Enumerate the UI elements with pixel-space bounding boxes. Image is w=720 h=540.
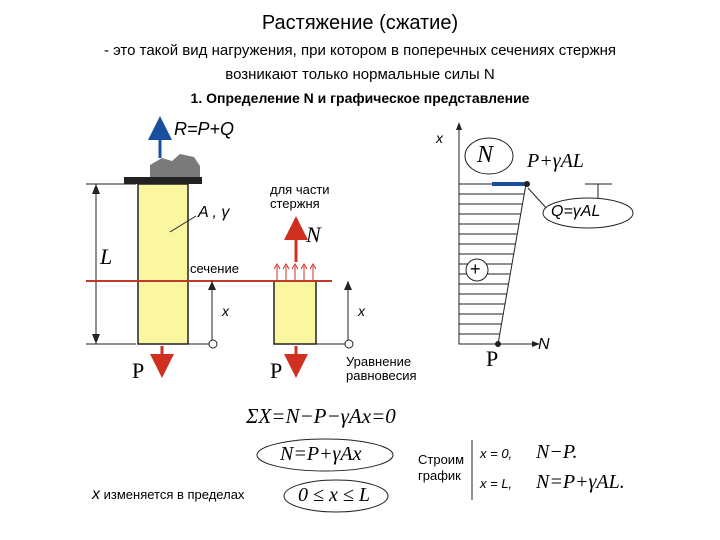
- graph-top-value: P+γAL: [527, 150, 584, 172]
- stress-arrows: [274, 264, 316, 281]
- definition-line-1: - это такой вид нагружения, при котором в поперечных сечениях стержня: [103, 42, 617, 59]
- graph-axis-x-label: x: [436, 130, 443, 146]
- page-title: Растяжение (сжатие): [261, 12, 459, 34]
- reaction-label: [174, 119, 234, 140]
- reaction-equation: =P+Q: [187, 119, 235, 139]
- graph-N-circle-label: N: [477, 142, 494, 168]
- graph-bottom-value: P: [486, 346, 499, 371]
- range-expression: 0 ≤ x ≤ L: [298, 484, 370, 506]
- case-x0-value: N−P.: [536, 441, 578, 463]
- case-xL-condition: x = L,: [480, 476, 513, 491]
- middle-x-label: x: [358, 303, 365, 319]
- middle-part-group: [250, 228, 353, 366]
- part-label: для части стержня: [270, 182, 330, 211]
- left-force-P-label: P: [132, 358, 145, 383]
- range-text: x изменяется в пределах: [92, 486, 245, 503]
- support-plate: [124, 177, 202, 184]
- Q-leader: [528, 188, 548, 210]
- case-xL-value: N=P+γAL.: [536, 471, 625, 493]
- section-label: сечение: [190, 261, 239, 276]
- reaction-R: R: [174, 119, 187, 139]
- support-ground: [150, 154, 200, 178]
- graph-plus-sign: +: [470, 259, 481, 279]
- sum-equation: ΣX=N−P−γAx=0: [246, 404, 396, 428]
- x-origin-dot: [209, 340, 217, 348]
- build-label: Строим график: [418, 452, 465, 483]
- left-bar-body: [138, 184, 188, 344]
- middle-force-P-label: P: [270, 358, 283, 383]
- area-gamma-label: A , γ: [198, 204, 230, 221]
- left-x-label: x: [222, 303, 229, 319]
- solution-equation: N=P+γAx: [280, 443, 362, 465]
- graph-axis-N-label: N: [538, 336, 550, 353]
- length-L-label: L: [100, 244, 113, 269]
- middle-force-N-label: N: [306, 222, 321, 247]
- section-heading: 1. Определение N и графическое представление: [190, 90, 530, 106]
- graph-weight-label: Q=γAL: [551, 203, 601, 220]
- definition-line-2: возникают только нормальные силы N: [225, 66, 495, 83]
- case-x0-condition: x = 0,: [480, 446, 513, 461]
- middle-part-body: [274, 281, 316, 344]
- equilibrium-label: Уравнение равновесия: [346, 354, 417, 383]
